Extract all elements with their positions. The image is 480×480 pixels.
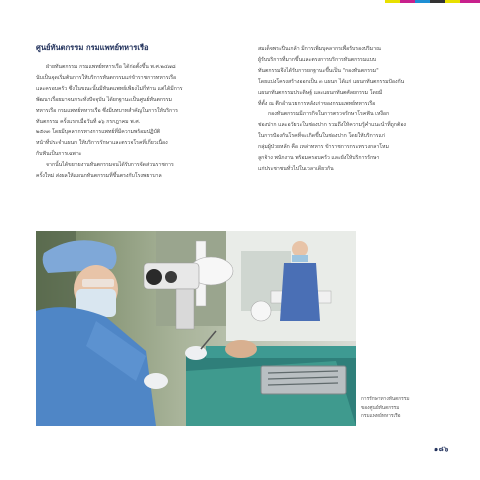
caption-line: กรมแพทย์ทหารเรือ	[361, 414, 401, 419]
paragraph-line: แผนกทันตกรรมประดิษฐ์ และแผนกทันตศัลยกรรม โดยมี	[258, 89, 383, 96]
page-number: ๑๘๖	[434, 445, 449, 453]
right-text-column	[258, 44, 465, 175]
paragraph-line: นับเป็นจุดเริ่มต้นการให้บริการทันตกรรมแก่ข้าราชการทหารเรือ	[36, 74, 177, 81]
paragraph-line: ลูกจ้าง พนักงาน พร้อมครอบครัว และยังให้บริการรักษา	[258, 155, 380, 162]
paragraph-line: ฝ่ายทันตกรรม กรมแพทย์ทหารเรือ ได้ก่อตั้งขึ้น พ.ศ.๒๔๗๘	[46, 64, 176, 70]
paragraph-line: สมเด็จพระปิ่นเกล้า มีการเพิ่มบุคลากรเพื่อรับรองปริมาณ	[258, 46, 381, 52]
caption-line: การรักษาทางทันตกรรม	[361, 397, 410, 402]
dental-treatment-photo	[36, 231, 356, 426]
left-text-column	[36, 62, 244, 182]
paragraph-line: พัฒนาเรื่อยมาจนกระทั่งปัจจุบัน ได้ยกฐานะเป็นศูนย์ทันตกรรม	[36, 96, 172, 103]
paragraph-line: แก่ประชาชนทั่วไปในเวลาเดียวกัน	[258, 165, 334, 172]
photo-caption	[361, 396, 451, 422]
paragraph-line: โดยแบ่งโครงสร้างออกเป็น ๓ แผนก ได้แก่ แผนกทันตกรรมป้องกัน	[258, 78, 405, 85]
paragraph-line: ที่ตั้ง ณ ตึกอำนวยการหลังเก่าของกรมแพทย์ทหารเรือ	[258, 100, 376, 107]
paragraph-line: ครั้งใหม่ ส่งผลให้แผนกทันตกรรมที่ขึ้นตรงกับโรงพยาบาล	[36, 173, 162, 180]
paragraph-line: กองทันตกรรมมีภารกิจในการตรวจรักษาโรคฟัน เหงือก	[268, 111, 390, 118]
paragraph-line: หน้าที่ประจำแผนก ให้บริการรักษาและตรวจโรคที่เกี่ยวเนื่อง	[36, 140, 168, 147]
paragraph-line: ทันตกรรม ครั้งแรกเมื่อวันที่ ๑๖ กรกฎาคม พ.ศ.	[36, 118, 141, 125]
paragraph-line: จากนั้นได้ขยายงานทันตกรรมจนได้รับการจัดส่วนราชการ	[46, 162, 174, 169]
paragraph-line: ทันตกรรมจึงได้รับการยกฐานะขึ้นเป็น "กองทันตกรรม"	[258, 67, 379, 74]
paragraph-line: กลุ่มผู้ป่วยหลัก คือ เหล่าทหาร ข้าราชการกระทรวงกลาโหม	[258, 144, 389, 151]
paragraph-line: กับฟันเป็นการเฉพาะ	[36, 151, 82, 158]
caption-line: ของศูนย์ทันตกรรม	[361, 405, 400, 411]
paragraph-line: ในการป้องกันโรคที่จะเกิดขึ้นในช่องปาก โดยให้บริการแก่	[258, 133, 386, 140]
section-heading: ศูนย์ทันตกรรม กรมแพทย์ทหารเรือ	[36, 43, 149, 52]
paragraph-line: ๒๕๓๓ โดยมีบุคลากรทางการแพทย์ที่มีความพร้อมปฏิบัติ	[36, 129, 161, 136]
paragraph-line: ทหารเรือ กรมแพทย์ทหารเรือ ซึ่งมีบทบาทสำคัญในการให้บริการ	[36, 107, 178, 114]
print-color-bar	[0, 0, 480, 3]
paragraph-line: ช่องปาก และอวัยวะในช่องปาก รวมถึงให้ความรู้คำแนะนำที่ถูกต้อง	[258, 122, 406, 129]
paragraph-line: ผู้รับบริการที่มากขึ้นและตรงการบริการทันตกรรมแบบ	[258, 56, 377, 63]
paragraph-line: และครอบครัว ซึ่งในขณะนั้นมีทันตแพทย์เพียงไม่กี่ท่าน แต่ได้มีการ	[36, 85, 183, 92]
